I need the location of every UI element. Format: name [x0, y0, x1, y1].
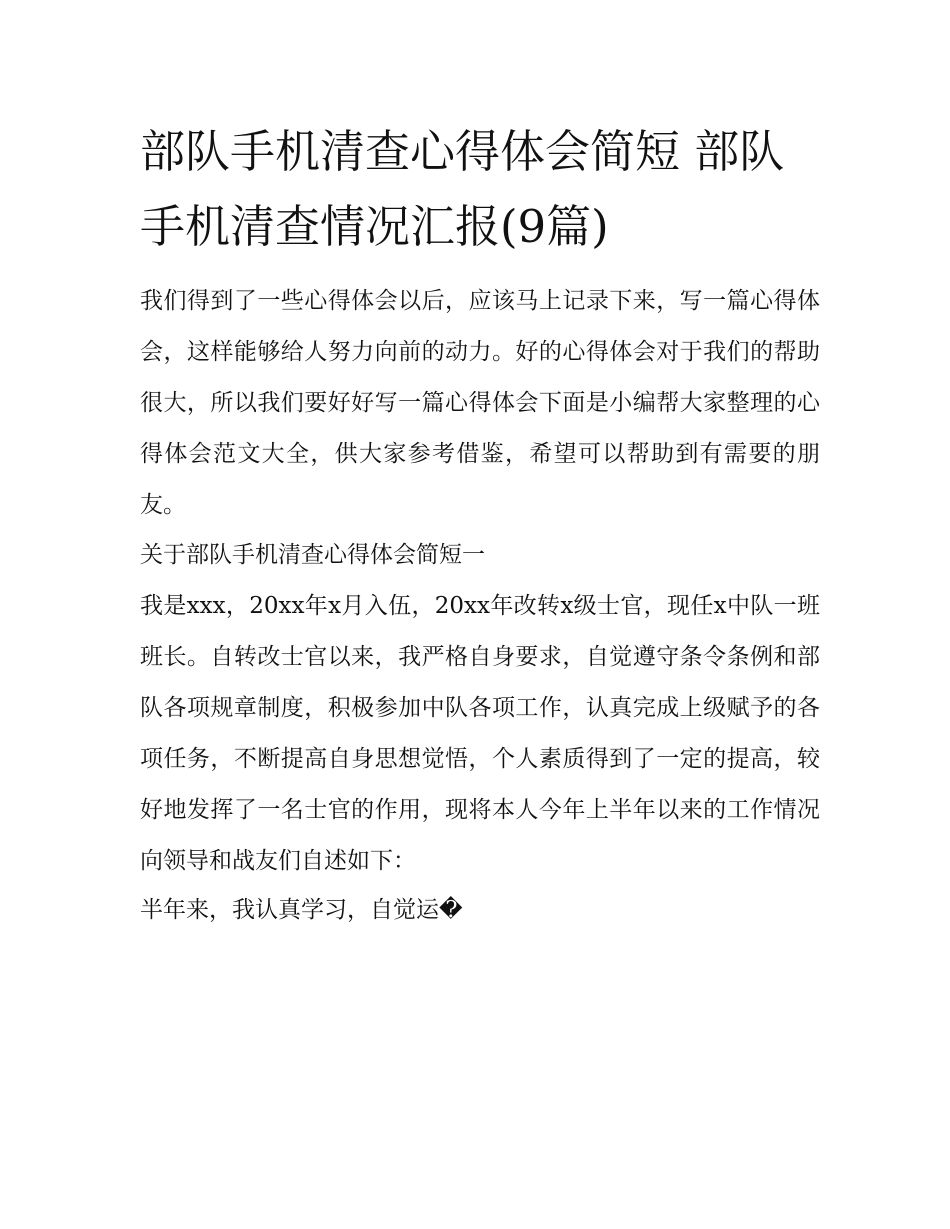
body-paragraph: 我是xxx，20xx年x月入伍，20xx年改转x级士官，现任x中队一班班长。自转改士官以来，我严格自身要求，自觉遵守条令条例和部队各项规章制度，积极参加中队各项工作，认真完成上级赋予的各项任务，不断提高自身思想觉悟，个人素质得到了一定的提高，较好地发挥了一名士官的作用，现将本人今年上半年以来的工作情况向领导和战友们自述如下： [140, 593, 820, 874]
intro-paragraph: 我们得到了一些心得体会以后，应该马上记录下来，写一篇心得体会，这样能够给人努力向前的动力。好的心得体会对于我们的帮助很大，所以我们要好好写一篇心得体会下面是小编帮大家整理的心得体会范文大全，供大家参考借鉴，希望可以帮助到有需要的朋友。 [140, 288, 820, 518]
document-title: 部队手机清查心得体会简短 部队手机清查情况汇报(9篇) [140, 125, 785, 253]
body-paragraph-truncated: 半年来，我认真学习，自觉运� [140, 897, 463, 923]
section-heading: 关于部队手机清查心得体会简短一 [140, 542, 485, 568]
